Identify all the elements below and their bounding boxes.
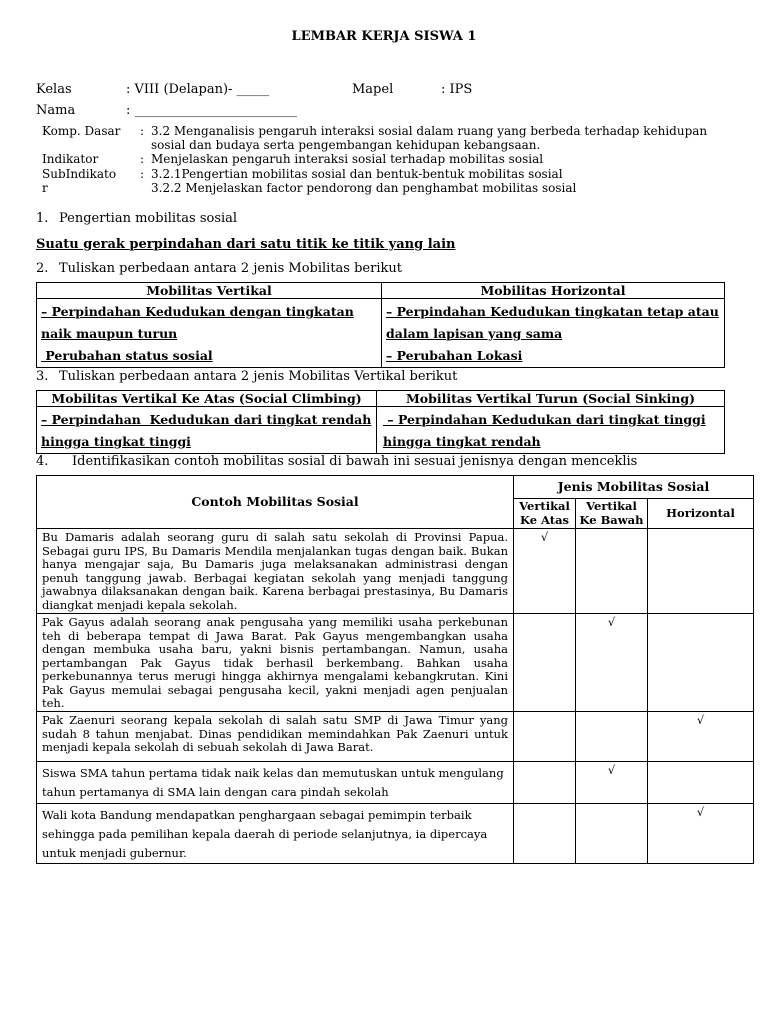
q4-header-down: [576, 499, 648, 529]
q3-number: 3.: [36, 369, 49, 384]
q4-header-example: Contoh Mobilitas Sosial: [37, 476, 514, 529]
check-down: [576, 529, 648, 614]
indikator-text: Menjelaskan pengaruh interaksi sosial terhadap mobilitas sosial: [151, 152, 544, 166]
q2-header-horizontal: Mobilitas Horizontal: [382, 283, 725, 299]
check-horizontal: √: [648, 804, 754, 864]
check-horizontal: [648, 529, 754, 614]
check-down: √: [576, 614, 648, 712]
q3-cell-climbing: [37, 407, 377, 454]
q1-text: Pengertian mobilitas sosial: [59, 211, 238, 226]
q2-vertical-line1: – Perpindahan Kedudukan dengan tingkatan: [41, 304, 354, 319]
q1-answer: Suatu gerak perpindahan dari satu titik ke titik yang lain: [36, 237, 456, 252]
indikator-label: Indikator: [42, 152, 99, 166]
indikator-colon: :: [140, 152, 145, 166]
check-up: [514, 762, 576, 804]
check-up: [514, 804, 576, 864]
subindikator-1: 3.2.1Pengertian mobilitas sosial dan bentuk-bentuk mobilitas sosial: [151, 167, 563, 181]
mapel-value: : IPS: [441, 82, 473, 97]
check-horizontal: [648, 762, 754, 804]
q4-header-down-line2: Ke Bawah: [579, 512, 644, 527]
table-row: [37, 762, 754, 804]
nama-value: : _________________________: [126, 103, 298, 118]
example-text: Siswa SMA tahun pertama tidak naik kelas dan memutuskan untuk mengulang tahun pertamanya di SMA lain dengan cara pindah sekolah: [37, 762, 514, 804]
mapel-label: Mapel: [352, 82, 394, 97]
q4-header-up-line1: Vertikal: [519, 499, 570, 513]
q3-header-sinking: Mobilitas Vertikal Turun (Social Sinking): [377, 391, 725, 407]
q2-number: 2.: [36, 261, 49, 276]
check-up: √: [514, 529, 576, 614]
kelas-value: : VIII (Delapan)- _____: [126, 82, 270, 97]
q3-climbing-line1: – Perpindahan Kedudukan dari tingkat rendah: [41, 412, 372, 427]
kelas-label: Kelas: [36, 82, 72, 97]
komp-dasar-line1: 3.2 Menganalisis pengaruh interaksi sosial dalam ruang yang berbeda terhadap kehidupan: [151, 124, 708, 138]
q4-header-up-line2: Ke Atas: [519, 512, 570, 527]
q2-vertical-line3: Perubahan status sosial: [41, 348, 213, 363]
subindikator-2: 3.2.2 Menjelaskan factor pendorong dan penghambat mobilitas sosial: [151, 181, 577, 195]
subindikator-label-r: r: [42, 181, 48, 195]
q4-number: 4.: [36, 454, 49, 469]
komp-dasar-label: Komp. Dasar: [42, 124, 121, 138]
table-row: [37, 529, 754, 614]
table-row: [37, 804, 754, 864]
q3-sinking-line1: – Perpindahan Kedudukan dari tingkat tinggi: [383, 412, 706, 427]
page-title: LEMBAR KERJA SISWA 1: [291, 29, 477, 44]
example-text: Bu Damaris adalah seorang guru di salah satu sekolah di Provinsi Papua. Sebagai guru IPS, Bu Damaris Mendila menjalankan tugas dengan baik. Bukan hanya mengajar saja, Bu Damaris juga melaksanakan administrasi dengan penuh tanggung jawab. Berbagai kegiatan sekolah yang menjadi tanggung jawabnya dilaksanakan dengan baik. Karena berbagai prestasinya, Bu Damaris diangkat menjadi kepala sekolah.: [37, 529, 514, 614]
q2-cell-vertical: [37, 299, 382, 368]
q3-text: Tuliskan perbedaan antara 2 jenis Mobilitas Vertikal berikut: [59, 369, 458, 384]
check-horizontal: √: [648, 712, 754, 762]
q2-table: [36, 282, 725, 368]
subindikator-label: SubIndikato: [42, 167, 117, 181]
q4-header-group: Jenis Mobilitas Sosial: [514, 476, 754, 499]
q2-horizontal-line1: – Perpindahan Kedudukan tingkatan tetap atau: [386, 304, 719, 319]
q4-header-down-line1: Vertikal: [586, 499, 637, 513]
q4-header-up: [514, 499, 576, 529]
q4-header-horizontal: Horizontal: [648, 499, 754, 529]
example-text: Pak Gayus adalah seorang anak pengusaha yang memiliki usaha perkebunan teh di beberapa tempat di Jawa Barat. Pak Gayus mengembangkan usaha dengan membuka usaha baru, yakni bisnis pertambangan. Namun, usaha pertambangan Pak Gayus tidak berhasil berkembang. Bahkan usaha perkebunannya terus merugi hingga akhirnya mengalami kebangkrutan. Kini Pak Gayus memulai sebagai pengusaha kecil, yakni menjadi agen penjualan teh.: [37, 614, 514, 712]
example-text: Pak Zaenuri seorang kepala sekolah di salah satu SMP di Jawa Timur yang sudah 8 tahun menjabat. Dinas pendidikan memindahkan Pak Zaenuri untuk menjadi kepala sekolah di sebuah sekolah di Jawa Barat.: [37, 712, 514, 762]
check-horizontal: [648, 614, 754, 712]
check-up: [514, 712, 576, 762]
q3-table: [36, 390, 725, 454]
komp-dasar-line2: sosial dan budaya serta pengembangan kehidupan kebangsaan.: [151, 138, 541, 152]
check-down: [576, 712, 648, 762]
q3-sinking-line2: hingga tingkat rendah: [383, 434, 541, 449]
check-down: √: [576, 762, 648, 804]
subindikator-colon: :: [140, 167, 145, 181]
q2-horizontal-line3: – Perubahan Lokasi: [386, 348, 523, 363]
q2-horizontal-line2: dalam lapisan yang sama: [386, 326, 563, 341]
q1-number: 1.: [36, 211, 49, 226]
q2-cell-horizontal: [382, 299, 725, 368]
q4-text: Identifikasikan contoh mobilitas sosial di bawah ini sesuai jenisnya dengan menceklis: [72, 454, 638, 469]
q4-table: [36, 475, 754, 864]
q3-cell-sinking: [377, 407, 725, 454]
table-row: [37, 614, 754, 712]
q3-climbing-line2: hingga tingkat tinggi: [41, 434, 191, 449]
q2-vertical-line2: naik maupun turun: [41, 326, 178, 341]
table-row: [37, 712, 754, 762]
nama-label: Nama: [36, 103, 76, 118]
example-text: Wali kota Bandung mendapatkan penghargaan sebagai pemimpin terbaik sehingga pada pemilihan kepala daerah di periode selanjutnya, ia dipercaya untuk menjadi gubernur.: [37, 804, 514, 864]
q2-text: Tuliskan perbedaan antara 2 jenis Mobilitas berikut: [59, 261, 402, 276]
q2-header-vertical: Mobilitas Vertikal: [37, 283, 382, 299]
komp-dasar-colon: :: [140, 124, 145, 138]
check-up: [514, 614, 576, 712]
q3-header-climbing: Mobilitas Vertikal Ke Atas (Social Climbing): [37, 391, 377, 407]
check-down: [576, 804, 648, 864]
